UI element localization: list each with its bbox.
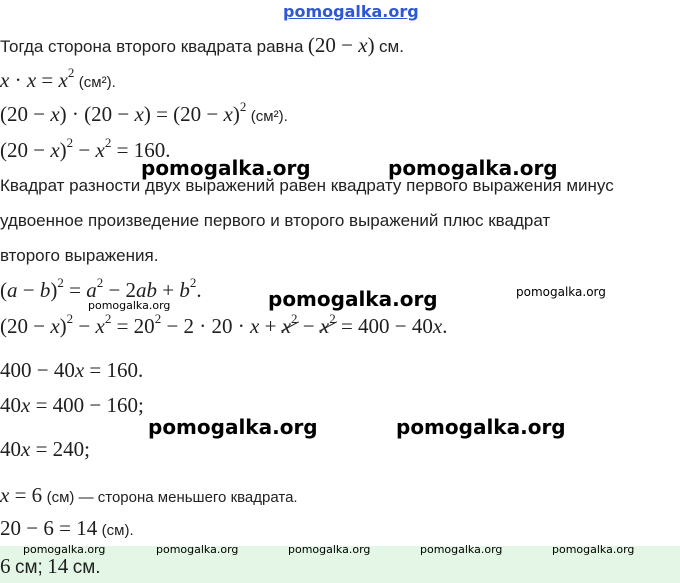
line-2-expr: $x \cdot x = x^2$ [0,65,75,92]
line-13-text: (см) — сторона меньшего квадрата. [46,489,298,506]
line-2 [0,67,116,93]
line-2-unit: (см²). [78,74,116,91]
line-14-c: 14 [76,516,98,540]
line-14 [0,516,134,541]
line-11-a: 400 [52,393,85,417]
line-3-expr: $(20 - x) \cdot (20 - x) = (20 - x)^2$ [0,99,247,126]
answer-mid: см; [14,557,43,578]
answer-a: 6 [0,554,11,578]
cancel-x2-b: $x^2$ [319,311,336,338]
watermark-small-7: pomogalka.org [552,543,635,556]
line-11-b: 160 [106,393,139,417]
line-10-expr: 400 − 40x = 160. [0,358,144,382]
line-4-expr: $(20 - x)^2 - x^2 = 160$. [0,135,171,162]
watermark-top[interactable]: pomogalka.org [283,2,419,21]
line-9-value: 400 [358,314,390,338]
line-11-expr: 40x = 400 − 160; [0,393,144,417]
line-14-b: 6 [43,516,54,540]
line-12-expr: 40x = 240; [0,437,91,461]
line-1-text: Тогда сторона второго квадрата равна [0,37,304,56]
line-14-expr: 20 − 6 = 14 [0,516,98,540]
line-4-value: 160 [133,138,166,162]
watermark-1: pomogalka.org [141,156,311,180]
formula-expr: $(a - b)^2 = a^2 - 2ab + b^2$. [0,275,202,302]
line-3-unit: (см²). [250,108,288,125]
line-1-expr: (20 − x) [307,33,375,57]
watermark-4: pomogalka.org [148,415,318,439]
line-1 [0,33,404,58]
answer-line [0,554,101,579]
line-13 [0,483,298,508]
watermark-small-1: pomogalka.org [516,285,606,299]
paragraph-line-1: Квадрат разности двух выражений равен квадрату первого выражения минус [0,176,614,195]
paragraph-line-3: второго выражения. [0,246,159,265]
line-12-a: 240 [52,437,85,461]
watermark-small-3: pomogalka.org [23,543,106,556]
answer-b: 14 [47,554,69,578]
line-10-value: 160 [106,358,139,382]
answer-unit: см. [72,557,101,578]
line-12 [0,437,90,462]
line-9-expr: $(20 - x)^2 - x^2 = 20^2 - 2 \cdot 20 \cdot x + x^2 - x^2 = 400 - 40x$. [0,311,448,338]
line-11 [0,393,144,418]
watermark-5: pomogalka.org [396,415,566,439]
line-3 [0,101,288,127]
watermark-small-5: pomogalka.org [288,543,371,556]
line-13-value: 6 [31,483,43,507]
line-14-a: 20 [0,516,21,540]
line-9-rhs: 40 [411,314,433,338]
paragraph-line-2: удвоенное произведение первого и второго выражений плюс квадрат [0,211,551,230]
line-10 [0,358,143,383]
watermark-small-4: pomogalka.org [156,543,239,556]
line-1-unit: см. [379,37,404,56]
watermark-2: pomogalka.org [388,156,558,180]
line-14-unit: (см). [101,522,134,539]
line-9 [0,313,447,339]
watermark-3: pomogalka.org [268,287,438,311]
watermark-small-6: pomogalka.org [420,543,503,556]
line-13-expr: x = 6 [0,483,43,507]
watermark-small-2: pomogalka.org [88,299,171,312]
cancel-x2-a: $x^2$ [281,311,298,338]
